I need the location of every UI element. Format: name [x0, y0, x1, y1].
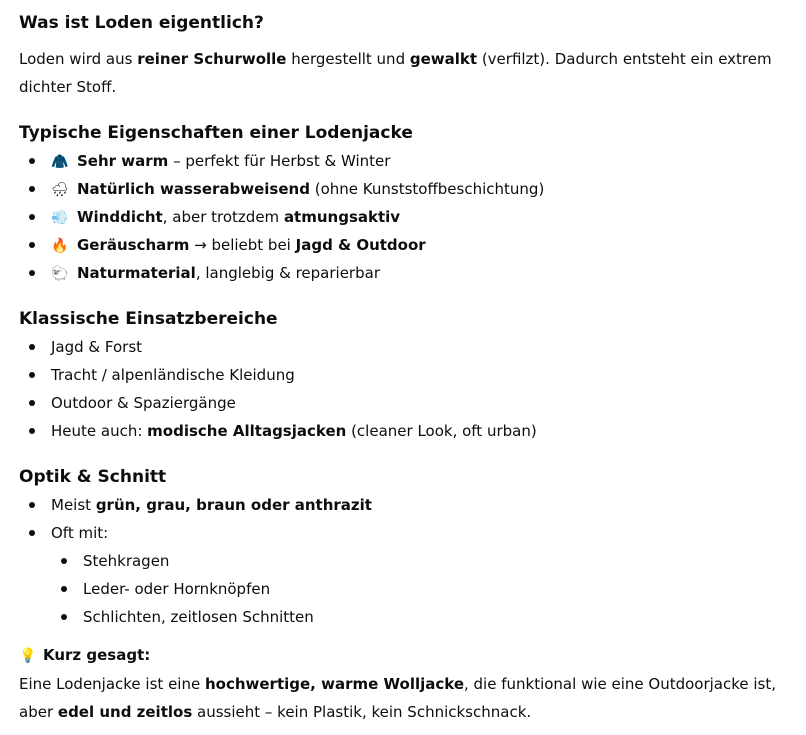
sub-list-item: Stehkragen — [51, 547, 789, 575]
text: , langlebig & reparierbar — [195, 264, 380, 282]
wind-icon: 💨 — [51, 210, 69, 226]
text: , aber trotzdem — [162, 208, 284, 226]
list-item — [19, 389, 789, 417]
bold-text: reiner Schurwolle — [137, 50, 287, 68]
section-use-cases — [19, 305, 789, 445]
properties-list — [19, 147, 789, 287]
heading-use-cases: Klassische Einsatzbereiche — [19, 309, 278, 329]
intro-paragraph — [19, 45, 789, 101]
sheep-icon: 🐑 — [51, 266, 69, 282]
text: hergestellt und — [286, 50, 410, 68]
section-properties — [19, 119, 789, 287]
fire-icon: 🔥 — [51, 238, 69, 254]
text: Heute auch: — [51, 422, 148, 440]
text: (verfilzt). Dadurch entsteht ein extrem dichter Stoff. — [19, 50, 772, 96]
text: Jagd & Forst — [51, 338, 143, 356]
heading-look-and-cut: Optik & Schnitt — [19, 467, 167, 487]
summary-label: Kurz gesagt: — [43, 646, 151, 664]
sub-list — [51, 547, 789, 631]
list-item — [19, 361, 789, 389]
bold-text: Naturmaterial — [77, 264, 196, 282]
sub-list-item: Schlichten, zeitlosen Schnitten — [51, 603, 789, 631]
bold-text: hochwertige, warme Wolljacke — [204, 675, 464, 693]
text: Loden wird aus — [19, 50, 138, 68]
heading-properties: Typische Eigenschaften einer Lodenjacke — [19, 123, 413, 143]
look-list — [19, 491, 789, 631]
summary-heading — [19, 641, 789, 670]
sub-list-item: Leder- oder Hornknöpfen — [51, 575, 789, 603]
use-cases-list — [19, 333, 789, 445]
bold-text: edel und zeitlos — [57, 703, 193, 721]
bold-text: Jagd & Outdoor — [295, 236, 426, 254]
list-item — [19, 417, 789, 445]
text: Meist — [51, 496, 96, 514]
list-item — [19, 491, 789, 519]
text: (cleaner Look, oft urban) — [346, 422, 537, 440]
section-what-is-loden — [19, 9, 789, 101]
list-item — [19, 175, 789, 203]
section-look-and-cut — [19, 463, 789, 631]
text: (ohne Kunststoffbeschichtung) — [309, 180, 545, 198]
rain-cloud-icon: 🌧 — [51, 182, 69, 198]
list-item — [19, 147, 789, 175]
bold-text: Winddicht — [77, 208, 163, 226]
heading-what-is-loden: Was ist Loden eigentlich? — [19, 13, 264, 33]
bold-text: modische Alltagsjacken — [147, 422, 347, 440]
bold-text: Natürlich wasserabweisend — [77, 180, 310, 198]
bold-text: atmungsaktiv — [283, 208, 401, 226]
summary-section — [19, 641, 789, 726]
text: – perfekt für Herbst & Winter — [168, 152, 391, 170]
list-item — [19, 519, 789, 631]
list-item — [19, 203, 789, 231]
text: → beliebt bei — [189, 236, 296, 254]
summary-paragraph — [19, 670, 789, 726]
list-item — [19, 333, 789, 361]
text: Outdoor & Spaziergänge — [51, 394, 236, 412]
jacket-icon: 🧥 — [51, 154, 69, 170]
list-item — [19, 259, 789, 287]
bold-text: grün, grau, braun oder anthrazit — [95, 496, 372, 514]
bold-text: gewalkt — [409, 50, 478, 68]
list-item — [19, 231, 789, 259]
bold-text: Sehr warm — [77, 152, 169, 170]
text: Eine Lodenjacke ist eine — [19, 675, 205, 693]
text: Oft mit: — [51, 524, 109, 542]
bold-text: Geräuscharm — [77, 236, 190, 254]
text: aussieht – kein Plastik, kein Schnickschnack. — [192, 703, 532, 721]
text: Tracht / alpenländische Kleidung — [51, 366, 295, 384]
text: , die funktional wie eine Outdoorjacke ist, aber — [19, 675, 777, 721]
lightbulb-icon: 💡 — [19, 648, 37, 664]
